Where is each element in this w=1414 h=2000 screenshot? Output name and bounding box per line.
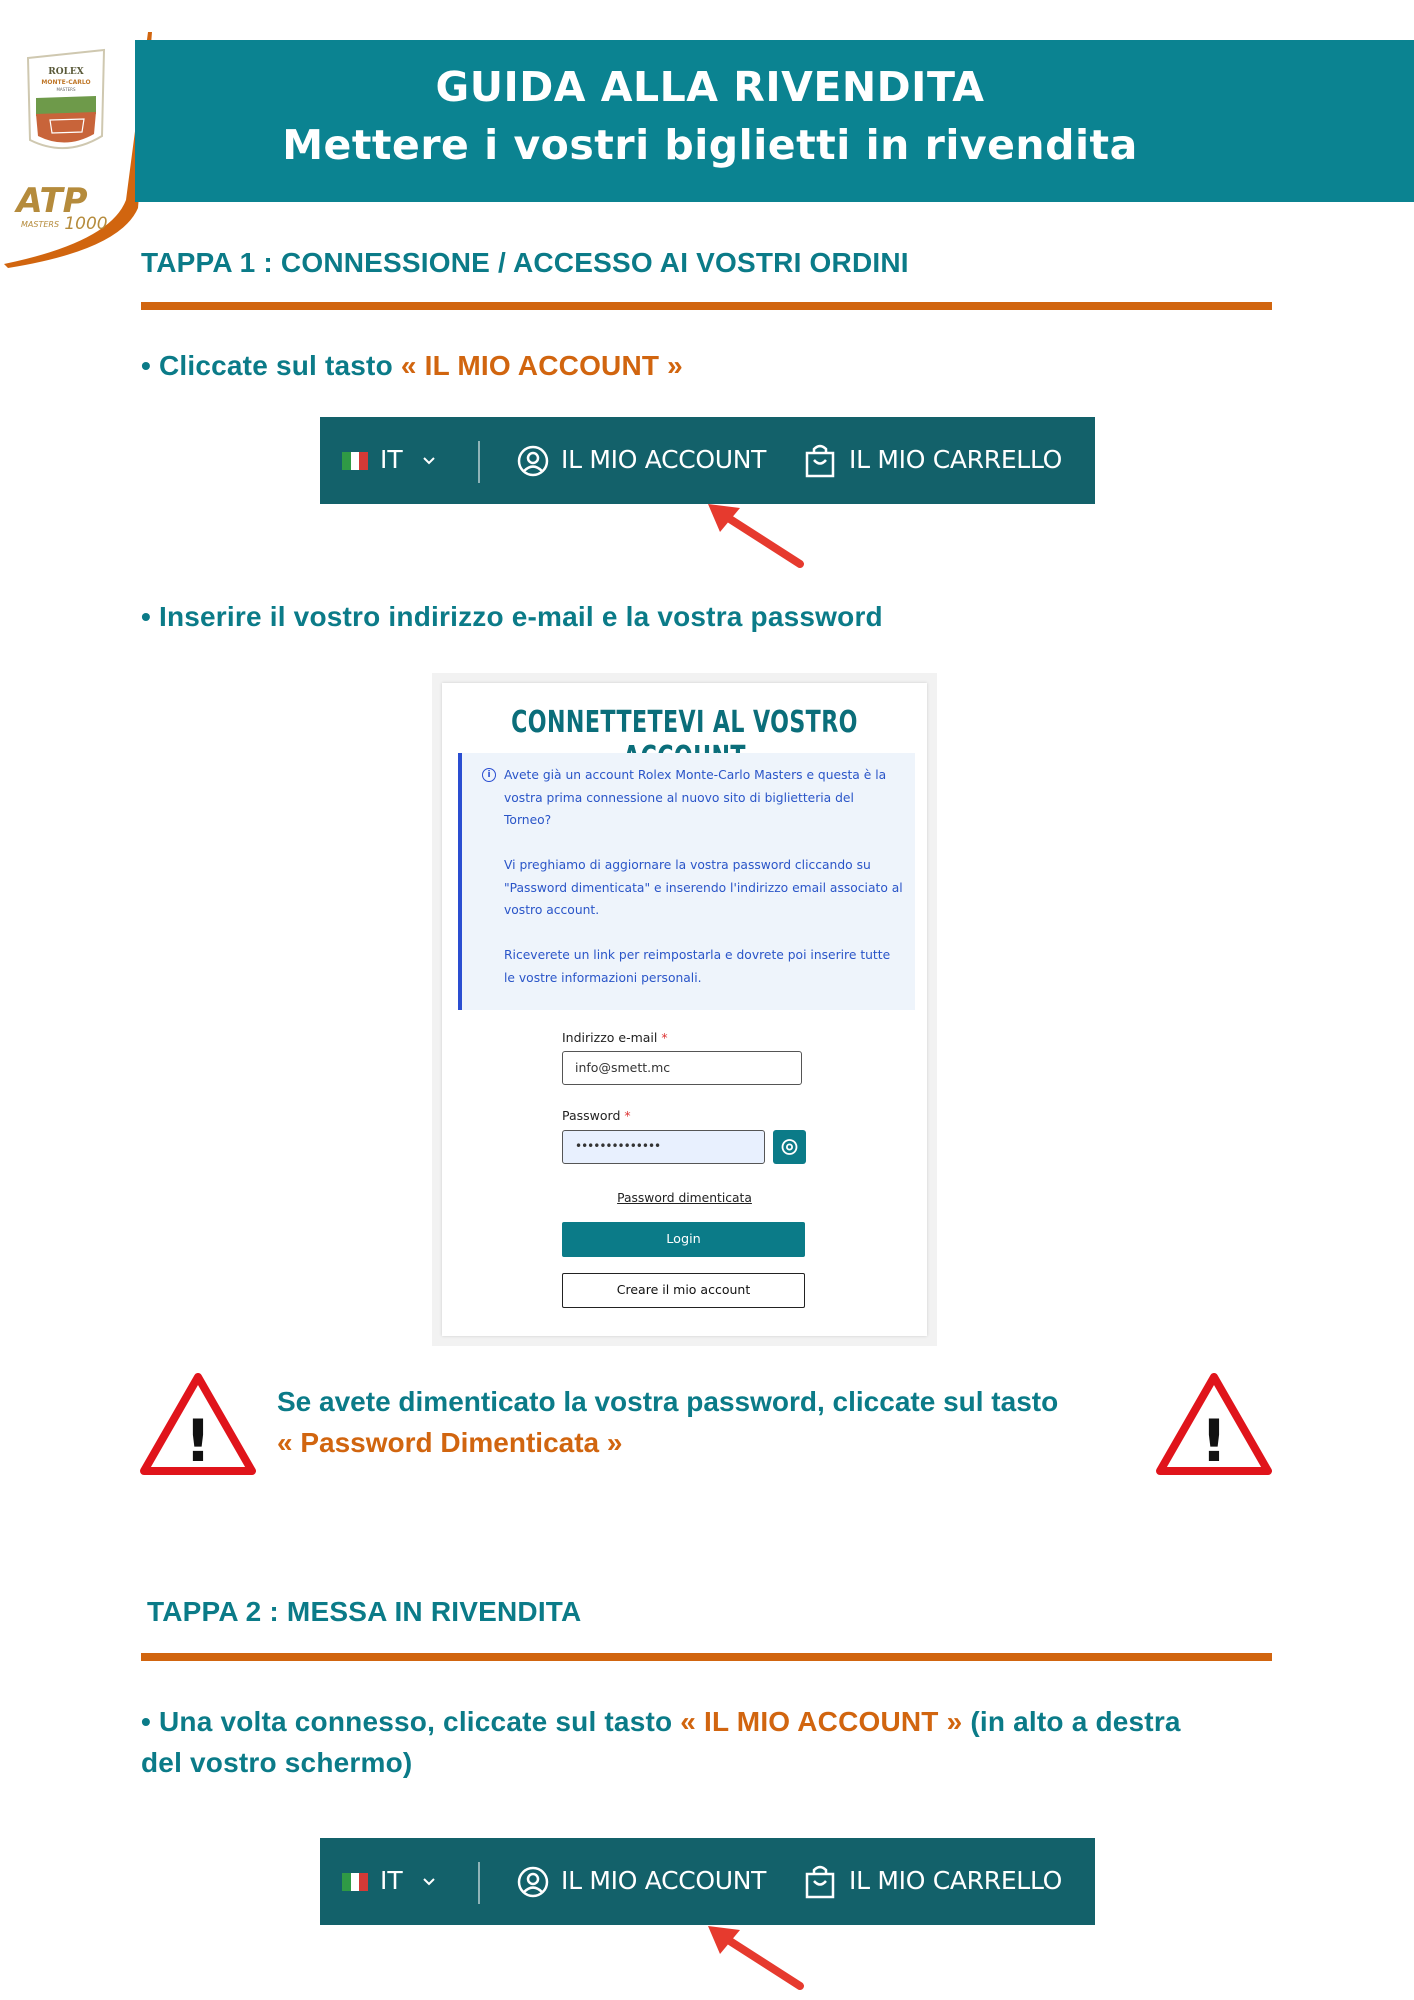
rolex-logo-text: ROLEX [48, 67, 84, 77]
bullet-text: • Cliccate sul tasto [141, 350, 401, 381]
show-password-button[interactable] [773, 1130, 806, 1164]
step2-title: TAPPA 2 : MESSA IN RIVENDITA [147, 1596, 582, 1627]
step1-bullet-credentials: • Inserire il vostro indirizzo e-mail e la vostra password [141, 601, 883, 632]
warning-line: Se avete dimenticato la vostra password, cliccate sul tasto [277, 1386, 1059, 1417]
required-marker: * [661, 1030, 668, 1045]
warning-icon-right [1156, 1373, 1272, 1475]
user-account-icon [516, 444, 550, 478]
bullet-highlight: « IL MIO ACCOUNT » [680, 1706, 963, 1737]
atp-masters-text: MASTERS [20, 220, 60, 229]
bullet-text: del vostro schermo) [141, 1747, 413, 1778]
password-field[interactable]: •••••••••••••• [562, 1130, 765, 1164]
info-paragraph-2: Vi preghiamo di aggiornare la vostra password cliccando su "Password dimenticata" e inserendo l'indirizzo email associato al vostro account. [504, 858, 903, 917]
nav-separator [478, 1862, 480, 1904]
shopping-bag-icon [804, 443, 836, 479]
nav-separator [478, 441, 480, 483]
forgot-password-link[interactable]: Password dimenticata [617, 1191, 752, 1205]
atp-1000-text: 1000 [64, 214, 108, 234]
login-button[interactable]: Login [562, 1222, 805, 1257]
bullet-text: • Una volta connesso, cliccate sul tasto [141, 1706, 681, 1737]
italy-flag-icon [342, 452, 368, 470]
login-title: CONNETTETEVI AL VOSTRO [511, 705, 858, 740]
my-cart-link[interactable]: IL MIO CARRELLO [849, 445, 1063, 474]
italy-flag-icon [342, 1873, 368, 1891]
warning-text [277, 1381, 1147, 1463]
masters-logo-text: MASTERS [56, 87, 76, 92]
step2-divider [141, 1653, 1272, 1661]
warning-highlight: « Password Dimenticata » [277, 1427, 623, 1458]
chevron-down-icon [422, 1866, 436, 1896]
language-selector[interactable]: IT [380, 445, 403, 474]
info-icon: i [482, 768, 496, 782]
my-account-link[interactable]: IL MIO ACCOUNT [561, 445, 767, 474]
create-account-button[interactable]: Creare il mio account [562, 1273, 805, 1308]
chevron-down-icon [422, 445, 436, 475]
step1-divider [141, 302, 1272, 310]
step1-title: TAPPA 1 : CONNESSIONE / ACCESSO AI VOSTRI ORDINI [141, 247, 909, 278]
shopping-bag-icon [804, 1864, 836, 1900]
email-field[interactable]: info@smett.mc [562, 1051, 802, 1085]
page-title-line1: GUIDA ALLA RIVENDITA [435, 63, 985, 111]
warning-icon-left [140, 1373, 256, 1475]
red-arrow-icon [700, 1920, 810, 1990]
step2-bullet-account [141, 1701, 1181, 1783]
page-title-line2: Mettere i vostri biglietti in rivendita [282, 121, 1138, 169]
red-arrow-icon [700, 498, 810, 568]
language-selector[interactable]: IT [380, 1866, 403, 1895]
email-label [562, 1030, 668, 1045]
atp-logo-text: ATP [16, 181, 88, 221]
my-account-link[interactable]: IL MIO ACCOUNT [561, 1866, 767, 1895]
navbar-screenshot [320, 417, 1095, 504]
login-card [442, 683, 927, 1336]
info-paragraph-3: Riceverete un link per reimpostarla e dovrete poi inserire tutte le vostre informazioni personali. [504, 948, 891, 985]
eye-icon [773, 1130, 806, 1164]
info-paragraph-1: Avete già un account Rolex Monte-Carlo Masters e questa è la vostra prima connessione al nuovo sito di biglietteria del Torneo? [504, 768, 887, 827]
email-label-text: Indirizzo e-mail [562, 1030, 658, 1045]
monte-carlo-logo-text: MONTE-CARLO [41, 79, 91, 86]
password-label [562, 1108, 631, 1123]
password-label-text: Password [562, 1108, 621, 1123]
bullet-text: (in alto a destra [962, 1706, 1181, 1737]
step1-bullet-account [141, 345, 683, 386]
my-cart-link[interactable]: IL MIO CARRELLO [849, 1866, 1063, 1895]
info-box [458, 753, 915, 1010]
navbar-screenshot [320, 1838, 1095, 1925]
warning-mark: ! [1200, 1407, 1228, 1475]
warning-mark: ! [184, 1407, 212, 1475]
page-title [135, 58, 1285, 174]
user-account-icon [516, 1865, 550, 1899]
required-marker: * [624, 1108, 631, 1123]
bullet-highlight: « IL MIO ACCOUNT » [400, 350, 683, 381]
